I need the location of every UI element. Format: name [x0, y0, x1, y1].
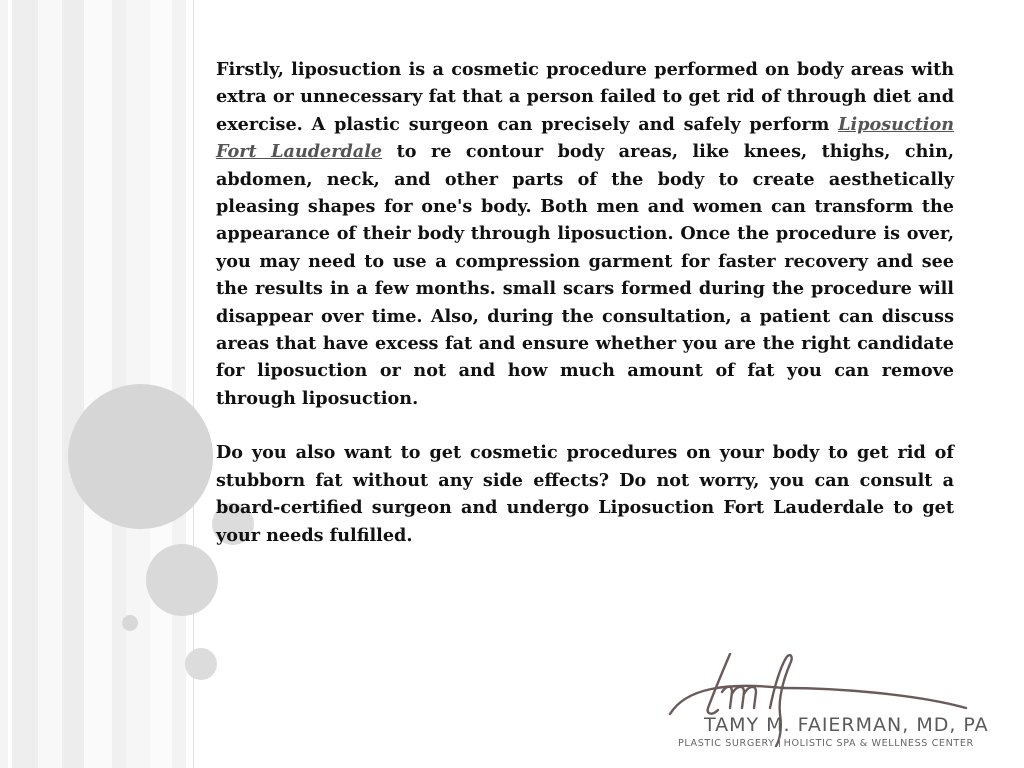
decorative-circle-medium [146, 544, 218, 616]
body-text [216, 56, 954, 549]
logo-tagline [678, 737, 974, 749]
logo-tagline-left: PLASTIC SURGERY [678, 738, 775, 749]
tagline-separator [779, 737, 780, 747]
decorative-stripes [0, 0, 200, 768]
paragraph-2: Do you also want to get cosmetic procedures on your body to get rid of stubborn fat without any side effects? Do not worry, you can consult a board-certified surgeon and undergo Liposuction Fort Lauderdale to get your needs fulfilled. [216, 442, 954, 546]
company-logo [666, 648, 996, 756]
liposuction-fort-lauderdale-link[interactable]: Liposuction Fort Lauderdale [216, 113, 954, 163]
paragraph-1 [216, 56, 954, 412]
decorative-circle-tiny [122, 615, 138, 631]
paragraph-1-text-end: to re contour body areas, like knees, thighs, chin, abdomen, neck, and other parts of the body to create aesthetically pleasing shapes for one's body. Both men and women can transform the appearance of their body through liposuction. Once the procedure is over, you may need to use a compression garment for faster recovery and see the results in a few months. small scars formed during the procedure will disappear over time. Also, during the consultation, a patient can discuss areas that have excess fat and ensure whether you are the right candidate for liposuction or not and how much amount of fat you can remove through liposuction. [216, 141, 954, 409]
paragraph-1-text-start: Firstly, liposuction is a cosmetic procedure performed on body areas with extra or unnecessary fat that a person failed to get rid of through diet and exercise. A plastic surgeon can precisely and safely perform [216, 59, 954, 135]
decorative-circle-large [68, 384, 213, 529]
logo-name: TAMY M. FAIERMAN, MD, PA [704, 714, 989, 736]
logo-tagline-right: HOLISTIC SPA & WELLNESS CENTER [783, 738, 974, 749]
decorative-circle-small [185, 648, 217, 680]
